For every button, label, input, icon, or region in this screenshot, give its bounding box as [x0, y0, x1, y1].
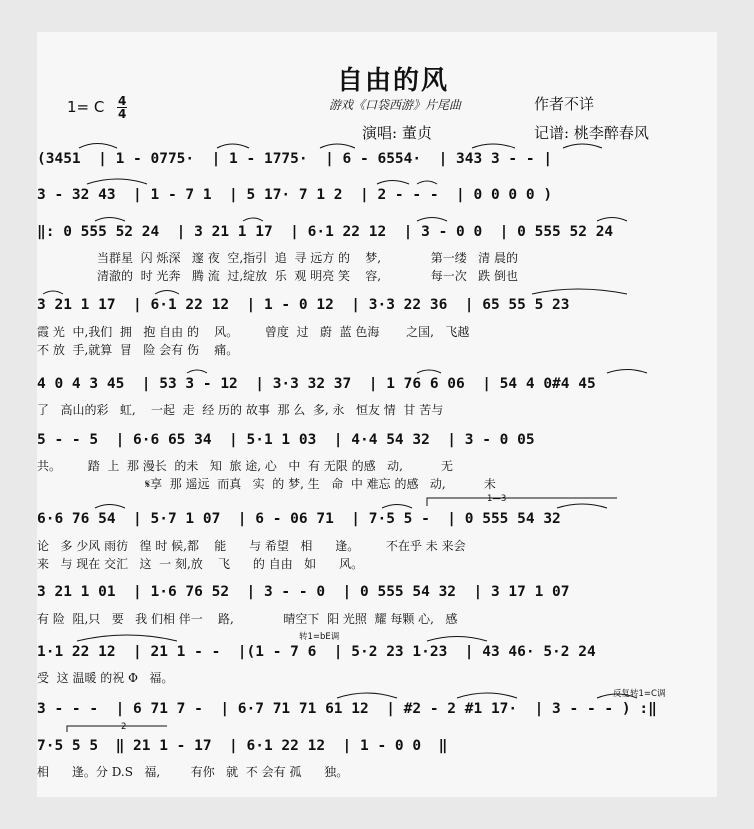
lyric-line-3: 霞 光 中,我们 拥 抱 自由 的 风。 曾度 过 蔚 蓝 色海 之国, 飞越: [37, 325, 470, 339]
score-line-11: 7·5 5 5 ‖ 21 1 - 17 | 6·1 22 12 | 1 - 0 0 ‖: [37, 738, 448, 754]
lyric-line-7: 𝄋享 那 遥远 而真 实 的 梦, 生 命 中 难忘 的感 动, 未: [145, 477, 496, 491]
singer: 演唱: 董贞: [362, 124, 432, 142]
lyric-line-10: 有 险 阻,只 要 我 们相 伴一 路, 晴空下 阳 光照 耀 每颗 心, 感: [37, 612, 458, 626]
volta-2-label: 2: [121, 722, 127, 732]
score-line-2: 3 - 32 43 | 1 - 7 1 | 5 17· 7 1 2 | 2 - - - | 0 0 0 0 ): [37, 187, 553, 203]
repeat-note: 反复转1=C调: [613, 689, 666, 699]
score-line-1: (3451 | 1 - 0775· | 1 - 1775· | 6 - 6554· | 343 3 - - |: [37, 151, 553, 167]
lyric-line-4: 不 放 手,就算 冒 险 会有 伤 痛。: [37, 343, 239, 357]
score-line-3: ‖: 0 555 52 24 | 3 21 1 17 | 6·1 22 12 | 3 - 0 0 | 0 555 52 24: [37, 224, 614, 240]
subtitle: 游戏《口袋西游》片尾曲: [329, 98, 462, 112]
modulation-note: 转1=bE调: [299, 632, 340, 642]
time-top: 4: [117, 94, 127, 108]
time-signature: [117, 95, 127, 120]
lyric-line-6: 共。 踏 上 那 漫长 的未 知 旅 途, 心 中 有 无限 的感 动, 无: [37, 459, 454, 473]
key-label: 1= C: [67, 98, 105, 116]
transcriber: 记谱: 桃李醉春风: [534, 124, 649, 142]
lyric-line-12: 相 逢。分 D.S 福, 有你 就 不 会有 孤 独。: [37, 765, 349, 779]
lyric-line-2: 清澈的 时 光奔 腾 流 过,绽放 乐 观 明亮 笑 容, 每一次 跌 倒也: [97, 269, 518, 283]
lyric-line-1: 当群星 闪 烁深 邃 夜 空,指引 追 寻 远方 的 梦, 第一缕 清 晨的: [97, 251, 518, 265]
score-sheet: [37, 32, 717, 797]
key-signature: [67, 95, 127, 120]
score-line-6: 5 - - 5 | 6·6 65 34 | 5·1 1 03 | 4·4 54 32 | 3 - 0 05: [37, 432, 535, 448]
volta-1-label: 1—3: [487, 494, 507, 504]
score-line-8: 3 21 1 01 | 1·6 76 52 | 3 - - 0 | 0 555 54 32 | 3 17 1 07: [37, 584, 570, 600]
lyric-line-11: 受 这 温暖 的祝 Φ 福。: [37, 671, 174, 685]
lyric-line-5: 了 高山的彩 虹, 一起 走 经 历的 故事 那 么 多, 永 恒友 情 甘 苦与: [37, 403, 444, 417]
page-title: 自由的风: [337, 66, 450, 96]
score-line-5: 4 0 4 3 45 | 53 3 - 12 | 3·3 32 37 | 1 76 6 06 | 54 4 0#4 45: [37, 376, 596, 392]
lyric-line-9: 来 与 现在 交汇 这 一 刻,放 飞 的 自由 如 风。: [37, 557, 364, 571]
score-line-10: 3 - - - | 6 71 7 - | 6·7 71 71 61 12 | #2 - 2 #1 17· | 3 - - - ) :‖: [37, 701, 657, 717]
time-bottom: 4: [117, 107, 127, 121]
score-line-9: 1·1 22 12 | 21 1 - - |(1 - 7 6 | 5·2 23 1·23 | 43 46· 5·2 24: [37, 644, 596, 660]
composer: 作者不详: [534, 95, 595, 113]
lyric-line-8: 论 多 少风 雨彷 徨 时 候,都 能 与 希望 相 逢。 不在乎 未 来会: [37, 539, 466, 553]
score-line-4: 3 21 1 17 | 6·1 22 12 | 1 - 0 12 | 3·3 22 36 | 65 55 5 23: [37, 297, 570, 313]
score-line-7: 6·6 76 54 | 5·7 1 07 | 6 - 06 71 | 7·5 5 - | 0 555 54 32: [37, 511, 561, 527]
